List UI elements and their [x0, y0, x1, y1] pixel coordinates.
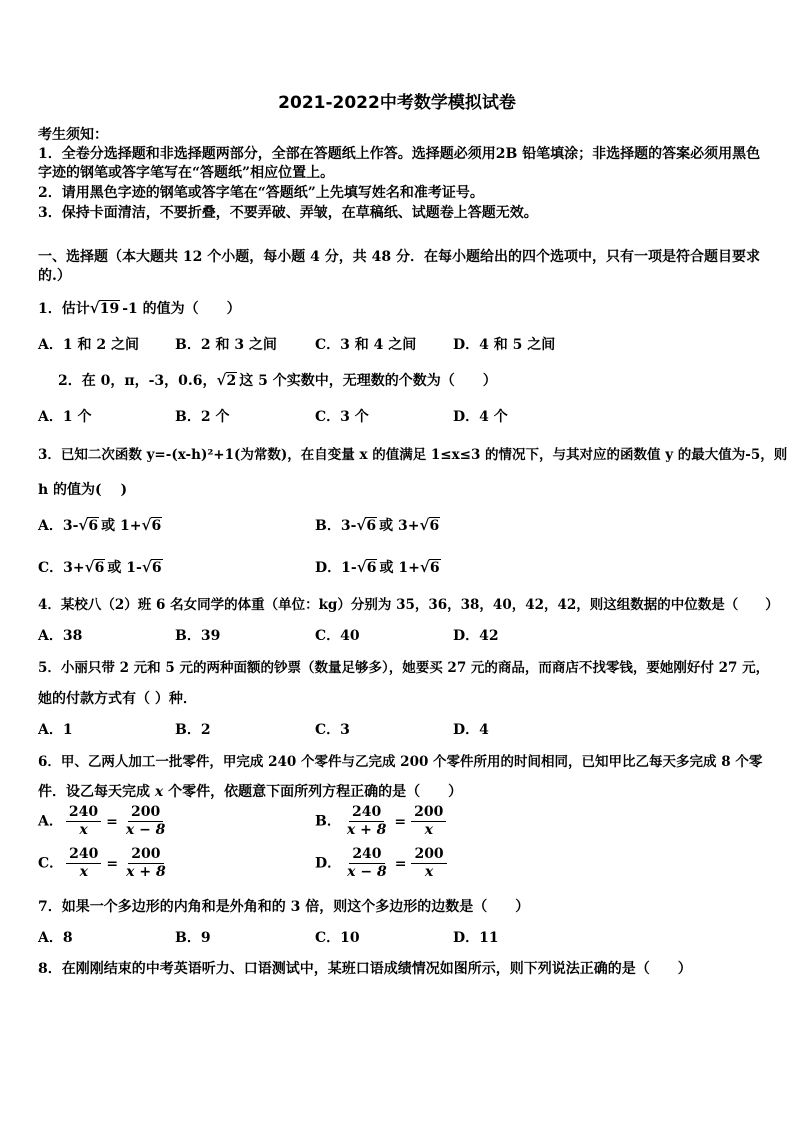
fraction: $\frac{240}{x - 8}$ — [347, 846, 387, 880]
q1-option-d: D．4 和 5 之间 — [453, 337, 556, 353]
q1-option-c: C．3 和 4 之间 — [315, 337, 417, 353]
exam-title: 2021-2022中考数学模拟试卷 — [278, 93, 516, 113]
q6-option-c: C． $\frac{240}{x}$ = $\frac{200}{x + 8}$ — [38, 846, 172, 881]
section-heading-line2: 的.） — [38, 268, 71, 284]
q2-pre: 2．在 0，π，-3，0.6， — [58, 373, 217, 389]
notice-item-2: 2．请用黑色字迹的钢笔或答字笔在“答题纸”上先填写姓名和准考证号。 — [38, 185, 484, 201]
fraction: $\frac{200}{x + 8}$ — [126, 846, 166, 880]
q1-option-a: A．1 和 2 之间 — [38, 337, 139, 353]
q5-option-b: B．2 — [175, 722, 211, 738]
q2-option-d: D．4 个 — [453, 409, 508, 425]
q1-post: -1 的值为（ ） — [122, 301, 241, 317]
q2-option-b: B．2 个 — [175, 409, 230, 425]
question-3-line2: h 的值为( ) — [38, 482, 128, 498]
sqrt-6: √ 6 — [356, 558, 377, 576]
q7-option-d: D．11 — [453, 930, 499, 946]
question-5-line1: 5．小丽只带 2 元和 5 元的两种面额的钞票（数量足够多），她要买 27 元的商品，而商店不找零钱，要她刚好付 27 元， — [38, 660, 770, 676]
fraction: $\frac{240}{x}$ — [66, 804, 101, 839]
notice-header: 考生须知： — [38, 127, 108, 143]
q5-option-c: C．3 — [315, 722, 350, 738]
q3-option-a: A．3- √ 6 或 1+ √ 6 — [38, 516, 162, 534]
question-5-line2: 她的付款方式有（ ）种． — [38, 691, 197, 707]
notice-item-1a: 1．全卷分选择题和非选择题两部分，全部在答题纸上作答。选择题必须用2B 铅笔填涂；非选择题的答案必须用黑色 — [38, 146, 761, 162]
question-4: 4．某校八（2）班 6 名女同学的体重（单位：kg）分别为 35，36，38，40，42，42，则这组数据的中位数是（ ） — [38, 597, 779, 613]
q2-option-a: A．1 个 — [38, 409, 92, 425]
q4-option-a: A．38 — [38, 628, 83, 644]
q7-option-a: A．8 — [38, 930, 73, 946]
question-3-line1: 3．已知二次函数 y=-(x-h)²+1(为常数)，在自变量 x 的值满足 1≤x≤3 的情况下，与其对应的函数值 y 的最大值为-5，则 — [38, 447, 788, 463]
q5-option-d: D．4 — [453, 722, 489, 738]
sqrt-6: √ 6 — [141, 516, 162, 534]
q2-post: 这 5 个实数中，无理数的个数为（ ） — [239, 373, 497, 389]
sqrt-6: √ 6 — [141, 558, 162, 576]
sqrt-19: √ 19 — [89, 299, 120, 317]
q6-option-a: A． $\frac{240}{x}$ = $\frac{200}{x - 8}$ — [38, 804, 171, 839]
fraction: $\frac{240}{x}$ — [66, 846, 101, 881]
notice-item-3: 3．保持卡面清洁，不要折叠，不要弄破、弄皱，在草稿纸、试题卷上答题无效。 — [38, 205, 538, 221]
question-8: 8．在刚刚结束的中考英语听力、口语测试中，某班口语成绩情况如图所示，则下列说法正确的是（ ） — [38, 961, 692, 977]
sqrt-6: √ 6 — [419, 558, 440, 576]
q7-option-c: C．10 — [315, 930, 360, 946]
sqrt-6: √ 6 — [419, 516, 440, 534]
q5-option-a: A．1 — [38, 722, 73, 738]
q4-option-b: B．39 — [175, 628, 221, 644]
question-6-line2: 件．设乙每天完成 x 个零件，依题意下面所列方程正确的是（ ） — [38, 784, 463, 800]
q3-option-d: D．1- √ 6 或 1+ √ 6 — [315, 558, 440, 576]
notice-item-1b: 字迹的钢笔或答字笔写在“答题纸”相应位置上。 — [38, 165, 335, 181]
question-7: 7．如果一个多边形的内角和是外角和的 3 倍，则这个多边形的边数是（ ） — [38, 899, 530, 915]
fraction: $\frac{240}{x + 8}$ — [346, 804, 387, 838]
sqrt-6: √ 6 — [356, 516, 377, 534]
q1-pre: 1．估计 — [38, 301, 90, 317]
q4-option-c: C．40 — [315, 628, 360, 644]
question-6-line1: 6．甲、乙两人加工一批零件，甲完成 240 个零件与乙完成 200 个零件所用的时间相同，已知甲比乙每天多完成 8 个零 — [38, 754, 763, 770]
q3-option-b: B．3- √ 6 或 3+ √ 6 — [315, 516, 440, 534]
q3-option-c: C．3+ √ 6 或 1- √ 6 — [38, 558, 162, 576]
sqrt-6: √ 6 — [78, 516, 99, 534]
sqrt-6: √ 6 — [84, 558, 105, 576]
q7-option-b: B．9 — [175, 930, 211, 946]
question-2 — [58, 370, 497, 390]
q6-option-d: D． $\frac{240}{x - 8}$ = $\frac{200}{x}$ — [315, 846, 450, 881]
fraction: $\frac{200}{x}$ — [411, 804, 446, 839]
question-1 — [38, 298, 241, 318]
q4-option-d: D．42 — [453, 628, 499, 644]
q6-option-b: B． $\frac{240}{x + 8}$ = $\frac{200}{x}$ — [315, 804, 449, 839]
q1-option-b: B．2 和 3 之间 — [175, 337, 277, 353]
section-heading-line1: 一、选择题（本大题共 12 个小题，每小题 4 分，共 48 分．在每小题给出的四个选项中，只有一项是符合题目要求 — [38, 249, 760, 265]
q2-option-c: C．3 个 — [315, 409, 369, 425]
fraction: $\frac{200}{x}$ — [411, 846, 446, 881]
sqrt-2: √ 2 — [216, 371, 237, 389]
fraction: $\frac{200}{x - 8}$ — [125, 804, 166, 838]
